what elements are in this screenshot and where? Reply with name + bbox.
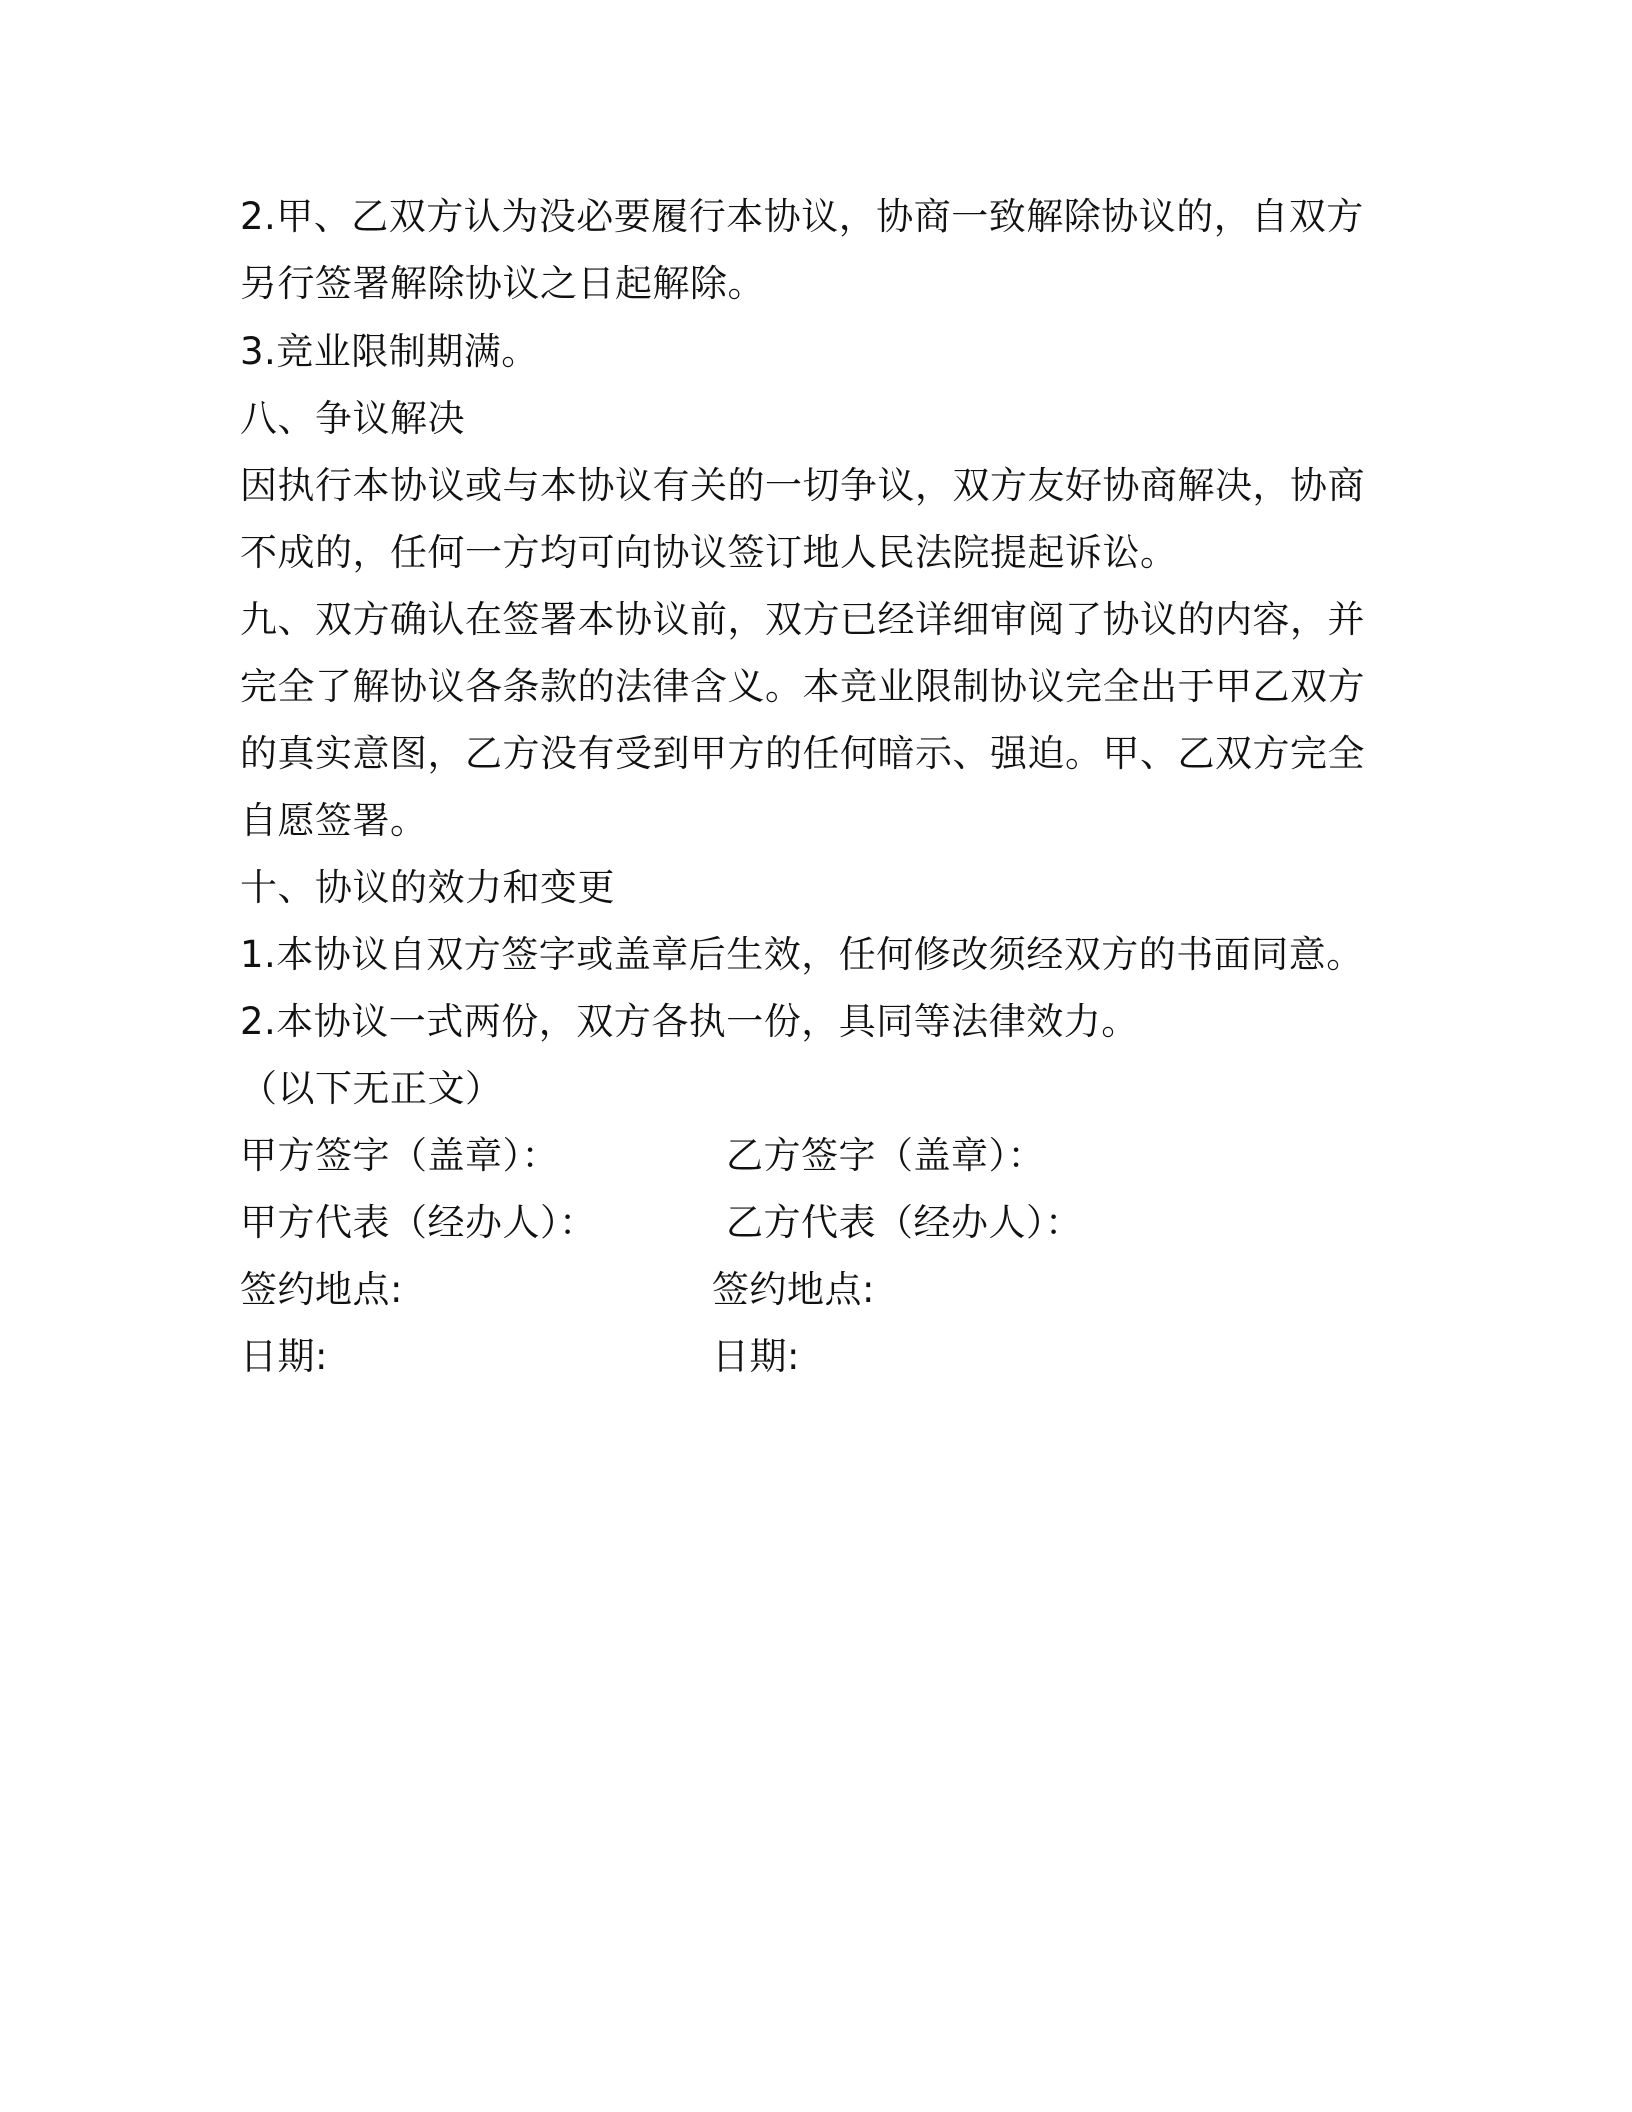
party-a-signing-place-label: 签约地点: (240, 1268, 403, 1311)
clause-8-text-line-2: 不成的，任何一方均可向协议签订地人民法院提起诉讼。 (240, 531, 1178, 574)
clause-10-heading: 十、协议的效力和变更 (240, 866, 615, 909)
clause-8-heading: 八、争议解决 (240, 397, 465, 440)
clause-8-text-line-1: 因执行本协议或与本协议有关的一切争议，双方友好协商解决，协商 (240, 464, 1365, 507)
clause-7-item-2-line-2: 另行签署解除协议之日起解除。 (240, 262, 765, 305)
clause-9-line-3: 的真实意图，乙方没有受到甲方的任何暗示、强迫。甲、乙双方完全 (240, 732, 1365, 775)
clause-10-item-1: 1.本协议自双方签字或盖章后生效，任何修改须经双方的书面同意。 (240, 933, 1364, 976)
clause-9-line-4: 自愿签署。 (240, 799, 428, 842)
party-b-signature-label: 乙方签字（盖章）： (726, 1134, 1045, 1177)
party-b-signing-place-label: 签约地点: (712, 1268, 875, 1311)
clause-7-item-3: 3.竞业限制期满。 (240, 330, 539, 373)
party-a-signature-label: 甲方签字（盖章）： (240, 1134, 559, 1177)
clause-7-item-2-line-1: 2.甲、乙双方认为没必要履行本协议，协商一致解除协议的，自双方 (240, 195, 1364, 238)
party-a-representative-label: 甲方代表（经办人）： (240, 1201, 597, 1244)
party-b-representative-label: 乙方代表（经办人）： (726, 1201, 1083, 1244)
clause-9-line-2: 完全了解协议各条款的法律含义。本竞业限制协议完全出于甲乙双方 (240, 665, 1365, 708)
party-a-date-label: 日期: (240, 1335, 328, 1378)
clause-10-item-2: 2.本协议一式两份，双方各执一份，具同等法律效力。 (240, 1000, 1139, 1043)
clause-9-line-1: 九、双方确认在签署本协议前，双方已经详细审阅了协议的内容，并 (240, 598, 1365, 641)
party-b-date-label: 日期: (712, 1335, 800, 1378)
no-further-text-note: （以下无正文） (240, 1067, 503, 1110)
